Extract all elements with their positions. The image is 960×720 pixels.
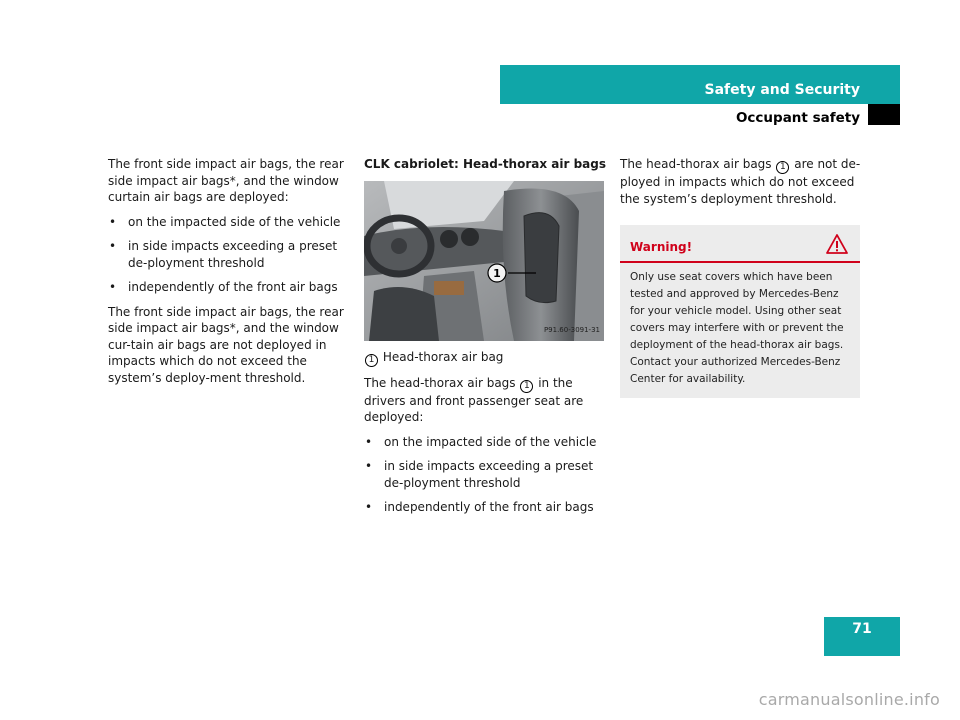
deploy-paragraph (364, 375, 609, 426)
closing-paragraph: The front side impact air bags, the rear side impact air bags*, and the window cur-tain air bags are not deployed in impacts which do not exceed the system’s deploy-ment threshold. (108, 304, 344, 385)
header-band (500, 65, 900, 104)
warning-header (620, 225, 860, 263)
paragraph-text: The head-thorax air bags (364, 375, 516, 390)
paragraph-text: are not de-ployed in impacts which do not exceed the system’s deployment threshold. (620, 157, 861, 206)
warning-box (620, 225, 860, 398)
list-item (108, 214, 348, 231)
list-item (108, 279, 348, 296)
list-item-text: in side impacts exceeding a preset de-ployment threshold (128, 239, 338, 270)
header-marker (868, 104, 900, 125)
seat-illustration (364, 181, 604, 341)
photo-reference-code: P91.60-3091-31 (543, 326, 600, 334)
list-item-text: on the impacted side of the vehicle (128, 214, 341, 229)
bullet-icon: • (109, 239, 117, 253)
list-item (108, 238, 348, 271)
watermark: carmanualsonline.info (758, 690, 940, 709)
subsection-heading: CLK cabriolet: Head-thorax air bags (364, 157, 607, 171)
page-number: 71 (852, 621, 872, 637)
list-item (364, 434, 609, 451)
warning-title: Warning! (630, 240, 693, 254)
bullet-icon: • (365, 434, 373, 449)
paragraph-text: The head-thorax air bags (620, 157, 772, 171)
column-left (108, 156, 348, 394)
bullet-icon: • (365, 459, 373, 473)
section-subtitle: Occupant safety (735, 110, 860, 126)
list-item-text: on the impacted side of the vehicle (384, 434, 597, 449)
list-item-text: independently of the front air bags (128, 280, 338, 294)
section-title: Safety and Security (704, 82, 860, 98)
paragraph-text: in the drivers and front passenger seat are deployed: (364, 375, 584, 424)
seat-airbag-photo (364, 181, 604, 341)
callout-circle-icon: 1 (365, 354, 378, 367)
bullet-icon: • (109, 214, 117, 229)
column-middle (364, 156, 609, 524)
warning-triangle-icon (826, 233, 848, 255)
column-right (620, 156, 865, 398)
caption-text: Head-thorax air bag (382, 349, 504, 364)
bullet-icon: • (109, 280, 117, 294)
not-deployed-paragraph (620, 156, 865, 207)
bullet-icon: • (365, 500, 373, 514)
callout-circle-icon: 1 (520, 380, 533, 393)
intro-paragraph: The front side impact air bags, the rear side impact air bags*, and the window curtain air bags are deployed: (108, 157, 344, 204)
callout-number: 1 (493, 266, 501, 280)
list-item (364, 458, 609, 491)
page-number-box (824, 617, 900, 656)
list-item-text: independently of the front air bags (384, 500, 594, 514)
warning-body: Only use seat covers which have been tested and approved by Mercedes-Benz for your vehicle model. Using other seat covers may interfere with or prevent the deployment of the head-thorax air bags. Contact your authorized Mercedes-Benz Center for availability. (630, 271, 844, 385)
callout-circle-icon: 1 (776, 161, 789, 174)
list-item-text: in side impacts exceeding a preset de-ployment threshold (384, 459, 594, 490)
list-item (364, 499, 609, 516)
photo-caption (364, 349, 609, 367)
